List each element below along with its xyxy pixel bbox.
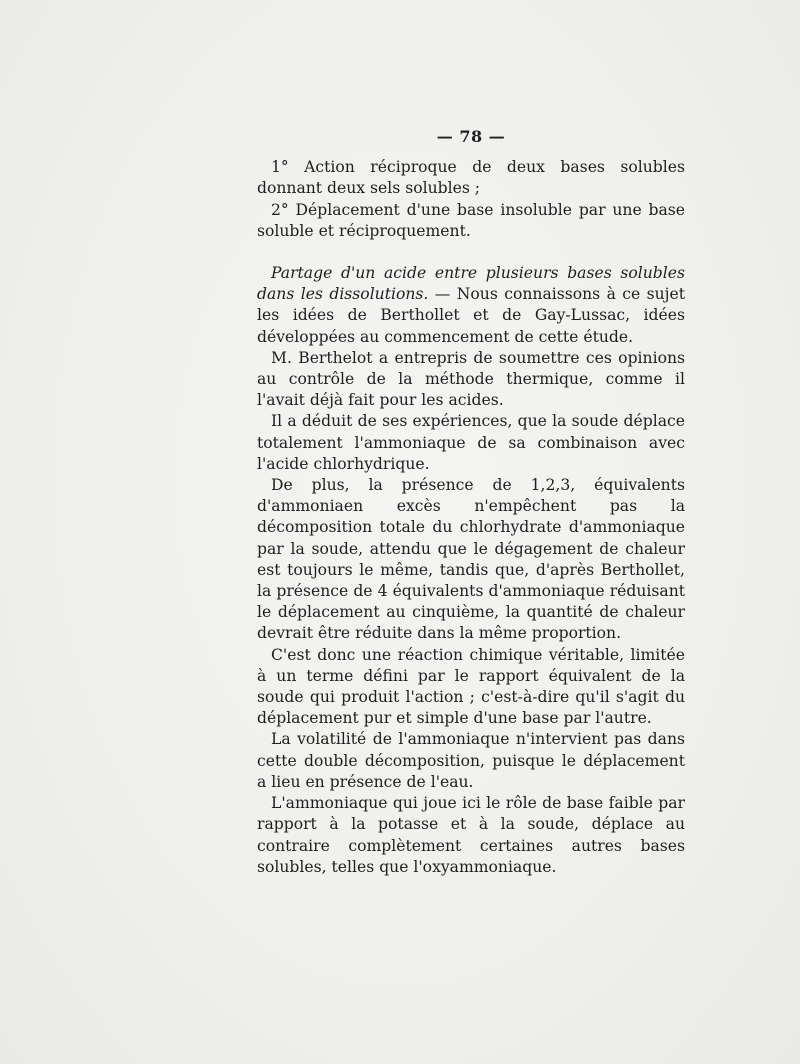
paragraph-de-plus: De plus, la présence de 1,2,3, équivalents d'ammoniaen excès n'empêchent pas la décomposition totale du chlorhydrate d'ammoniaque par la soude, attendu que le dégagement de chaleur est toujours le même, tandis que, d'après Berthollet, la présence de 4 équivalents d'ammoniaque réduisant le déplacement au cinquième, la quantité de chaleur devrait être réduite dans la même proportion. [257, 476, 685, 643]
section-paragraph [257, 263, 685, 348]
section-heading: Partage d'un acide entre plusieurs bases solubles dans les dissolutions. [257, 264, 685, 304]
section-intro: — Nous connaissons à ce sujet les idées de Berthollet et de Gay-Lussac, idées développées au commencement de cette étude. [257, 285, 685, 346]
list-item-one: 1° Action réciproque de deux bases solubles donnant deux sels solubles ; [257, 158, 685, 198]
page-number: — 78 — [436, 127, 506, 146]
text-body [257, 126, 685, 878]
paragraph-soude: Il a déduit de ses expériences, que la soude déplace totalement l'ammoniaque de sa combinaison avec l'acide chlorhydrique. [257, 412, 685, 473]
paragraph-volatilite: La volatilité de l'ammoniaque n'intervient pas dans cette double décomposition, puisque le déplacement a lieu en présence de l'eau. [257, 730, 685, 791]
paragraph-reaction: C'est donc une réaction chimique véritable, limitée à un terme défini par le rapport équivalent de la soude qui produit l'action ; c'est-à-dire qu'il s'agit du déplacement pur et simple d'une base par l'autre. [257, 645, 685, 728]
paragraph-ammoniaque: L'ammoniaque qui joue ici le rôle de base faible par rapport à la potasse et à la soude, déplace au contraire complètement certaines autres bases solubles, telles que l'oxyammoniaque. [257, 794, 685, 876]
paragraph-berthelot: M. Berthelot a entrepris de soumettre ces opinions au contrôle de la méthode thermique, comme il l'avait déjà fait pour les acides. [257, 348, 685, 410]
section-gap [257, 242, 685, 263]
list-item-two: 2° Déplacement d'une base insoluble par une base soluble et réciproquement. [257, 200, 685, 240]
